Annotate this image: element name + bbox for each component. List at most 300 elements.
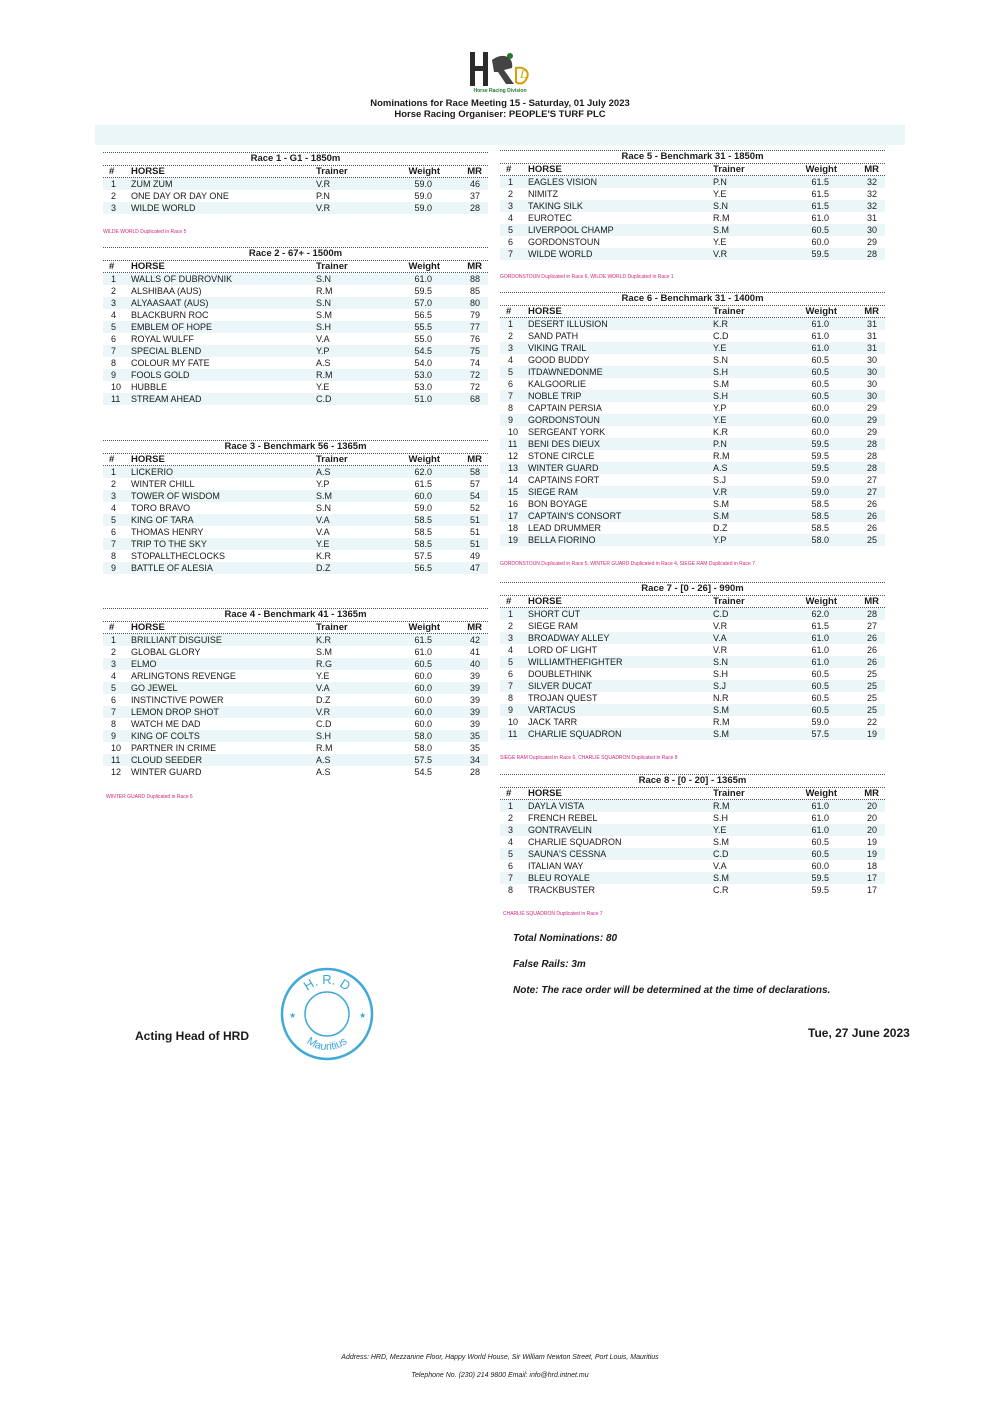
col-weight: Weight [408,166,440,177]
table-row [103,706,488,718]
cell-trainer: V.A [713,633,727,643]
cell-mr: 20 [866,813,877,823]
cell-weight: 59.5 [811,439,829,449]
cell-horse: BLACKBURN ROC [131,310,209,320]
cell-trainer: C.R [713,885,729,895]
cell-trainer: C.D [316,719,332,729]
table-row [500,836,885,848]
cell-horse: GORDONSTOUN [528,237,600,247]
cell-horse: CLOUD SEEDER [131,755,203,765]
cell-num: 6 [508,379,514,389]
table-row [103,273,488,285]
cell-weight: 61.5 [811,189,829,199]
cell-mr: 49 [469,551,480,561]
cell-num: 15 [508,487,519,497]
cell-num: 1 [111,467,117,477]
col-mr: MR [467,261,482,272]
cell-num: 17 [508,511,519,521]
cell-horse: KING OF COLTS [131,731,200,741]
cell-trainer: S.M [713,837,730,847]
cell-weight: 60.5 [811,379,829,389]
cell-num: 11 [111,394,121,404]
cell-mr: 35 [469,731,480,741]
table-row [500,644,885,656]
cell-horse: BATTLE OF ALESIA [131,563,213,573]
cell-num: 1 [508,319,514,329]
cell-num: 1 [508,801,514,811]
table-row [500,354,885,366]
cell-weight: 59.5 [811,463,829,473]
cell-mr: 85 [469,286,480,296]
cell-trainer: S.H [713,391,729,401]
table-row [500,860,885,872]
cell-weight: 59.0 [414,179,432,189]
cell-num: 6 [508,237,514,247]
col-trainer: Trainer [713,788,745,799]
cell-num: 14 [508,475,519,485]
svg-text:H. R. D [301,972,353,994]
cell-num: 5 [111,515,117,525]
table-row [500,704,885,716]
cell-num: 8 [508,693,514,703]
cell-num: 9 [508,705,514,715]
cell-trainer: D.Z [316,563,331,573]
cell-num: 9 [111,370,117,380]
cell-num: 8 [508,885,514,895]
table-row [103,285,488,297]
table-row [500,656,885,668]
table-row [500,438,885,450]
cell-weight: 62.0 [811,609,829,619]
table-row [500,366,885,378]
cell-weight: 60.0 [811,861,829,871]
cell-horse: WATCH ME DAD [131,719,201,729]
cell-weight: 60.0 [811,237,829,247]
footer-phone: Telephone No. (230) 214 9800 Email: info@hrd.intnet.mu [411,1372,589,1379]
cell-mr: 39 [469,695,480,705]
cell-num: 4 [508,355,514,365]
cell-horse: BELLA FIORINO [528,535,596,545]
cell-horse: WINTER CHILL [131,479,195,489]
cell-mr: 46 [469,179,480,189]
col-horse: HORSE [528,788,562,799]
cell-horse: KING OF TARA [131,515,194,525]
cell-horse: EMBLEM OF HOPE [131,322,213,332]
cell-trainer: K.R [713,319,729,329]
cell-trainer: R.M [713,801,730,811]
cell-trainer: A.S [316,755,331,765]
cell-num: 5 [508,225,514,235]
table-row [500,342,885,354]
cell-horse: SIEGE RAM [528,621,579,631]
cell-num: 8 [111,719,117,729]
cell-mr: 31 [866,319,877,329]
cell-num: 10 [111,382,122,392]
cell-mr: 51 [469,539,480,549]
cell-trainer: Y.E [713,189,727,199]
cell-trainer: K.R [316,551,332,561]
table-row [500,176,885,188]
cell-mr: 40 [469,659,480,669]
cell-mr: 57 [469,479,480,489]
cell-trainer: D.Z [713,523,728,533]
table-header [103,454,488,465]
col-mr: MR [467,454,482,465]
cell-weight: 60.5 [811,705,829,715]
cell-trainer: V.A [316,334,330,344]
table-row [103,345,488,357]
race-title: Race 8 - [0 - 20] - 1365m [638,775,747,786]
cell-weight: 57.5 [414,755,432,765]
cell-num: 4 [508,645,514,655]
table-row [500,716,885,728]
cell-horse: NIMITZ [528,189,558,199]
cell-trainer: C.D [316,394,332,404]
cell-horse: SIEGE RAM [528,487,579,497]
cell-horse: LEMON DROP SHOT [131,707,219,717]
cell-num: 10 [111,743,122,753]
cell-num: 2 [111,191,117,201]
cell-mr: 28 [866,463,877,473]
cell-weight: 58.0 [414,743,432,753]
col-num: # [506,596,512,607]
cell-mr: 39 [469,671,480,681]
cell-num: 3 [111,298,117,308]
cell-weight: 60.0 [414,707,432,717]
col-horse: HORSE [131,261,165,272]
cell-trainer: C.D [713,849,729,859]
cell-trainer: V.A [316,515,330,525]
table-row [500,824,885,836]
cell-weight: 58.5 [414,527,432,537]
cell-horse: BLEU ROYALE [528,873,590,883]
cell-num: 18 [508,523,519,533]
svg-text:Mauritius [305,1035,350,1053]
table-row [103,357,488,369]
table-row [500,620,885,632]
cell-mr: 30 [866,391,877,401]
cell-trainer: S.N [713,657,729,667]
cell-trainer: P.N [316,191,330,201]
cell-num: 4 [111,503,117,513]
table-row [103,333,488,345]
cell-mr: 75 [469,346,480,356]
cell-trainer: S.M [713,499,730,509]
col-num: # [506,164,512,175]
cell-trainer: V.R [316,707,331,717]
col-trainer: Trainer [316,166,348,177]
cell-trainer: R.M [713,213,730,223]
cell-weight: 60.0 [811,415,829,425]
race-7-table [500,582,885,740]
table-row [103,190,488,202]
signature-label: Acting Head of HRD [135,1029,249,1043]
cell-weight: 61.0 [811,801,829,811]
cell-horse: EAGLES VISION [528,177,598,187]
table-row [500,680,885,692]
cell-trainer: C.D [713,609,729,619]
race-2-table [103,247,488,405]
cell-weight: 56.5 [414,563,432,573]
cell-num: 5 [508,367,514,377]
cell-num: 12 [508,451,519,461]
cell-weight: 59.0 [811,717,829,727]
cell-num: 3 [111,659,117,669]
cell-trainer: V.A [713,861,727,871]
cell-weight: 61.0 [811,319,829,329]
table-row [500,498,885,510]
cell-mr: 77 [469,322,480,332]
cell-horse: TAKING SILK [528,201,583,211]
cell-trainer: Y.P [713,535,727,545]
cell-trainer: V.R [713,249,728,259]
cell-horse: JACK TARR [528,717,578,727]
cell-mr: 31 [866,331,877,341]
cell-trainer: Y.E [713,415,727,425]
col-mr: MR [864,306,879,317]
col-weight: Weight [408,622,440,633]
cell-trainer: R.G [316,659,333,669]
cell-horse: ONE DAY OR DAY ONE [131,191,229,201]
cell-mr: 88 [469,274,480,284]
cell-mr: 42 [469,635,480,645]
cell-mr: 28 [469,767,480,777]
table-row [103,562,488,574]
cell-trainer: P.N [713,439,727,449]
cell-weight: 60.5 [811,681,829,691]
cell-trainer: P.N [713,177,727,187]
cell-weight: 60.0 [414,491,432,501]
cell-num: 2 [508,813,514,823]
cell-horse: WALLS OF DUBROVNIK [131,274,233,284]
cell-weight: 60.5 [811,669,829,679]
cell-num: 8 [111,358,117,368]
cell-num: 7 [111,539,117,549]
cell-horse: EUROTEC [528,213,573,223]
table-row [103,297,488,309]
cell-trainer: D.Z [316,695,331,705]
col-mr: MR [864,788,879,799]
table-row [103,730,488,742]
cell-horse: INSTINCTIVE POWER [131,695,224,705]
cell-mr: 31 [866,343,877,353]
cell-weight: 61.0 [811,657,829,667]
cell-weight: 61.5 [414,479,432,489]
table-row [500,224,885,236]
race-3-table [103,440,488,574]
cell-horse: DOUBLETHINK [528,669,593,679]
cell-weight: 60.0 [414,671,432,681]
title-line-1: Nominations for Race Meeting 15 - Saturday, 01 July 2023 [370,98,630,109]
cell-trainer: R.M [713,717,730,727]
col-trainer: Trainer [713,164,745,175]
stamp-line-2: Mauritius [304,1035,350,1054]
cell-mr: 26 [866,633,877,643]
table-row [103,502,488,514]
col-mr: MR [864,164,879,175]
table-header [103,261,488,272]
cell-mr: 17 [866,873,877,883]
col-weight: Weight [805,306,837,317]
total-nominations: Total Nominations: 80 [513,933,618,944]
cell-num: 2 [508,189,514,199]
cell-num: 7 [111,707,117,717]
cell-mr: 39 [469,683,480,693]
cell-trainer: S.H [713,813,729,823]
cell-num: 2 [508,331,514,341]
cell-trainer: Y.E [713,825,727,835]
cell-trainer: S.M [316,310,333,320]
table-row [500,872,885,884]
cell-horse: WINTER GUARD [131,767,202,777]
table-row [500,188,885,200]
cell-num: 7 [508,873,514,883]
cell-num: 6 [508,861,514,871]
cell-mr: 29 [866,427,877,437]
cell-mr: 58 [469,467,480,477]
cell-horse: ITALIAN WAY [528,861,584,871]
cell-weight: 56.5 [414,310,432,320]
cell-trainer: S.J [713,681,727,691]
table-row [103,742,488,754]
table-row [500,450,885,462]
table-row [500,632,885,644]
table-row [103,718,488,730]
table-header [500,164,885,175]
cell-horse: STREAM AHEAD [131,394,202,404]
cell-num: 7 [508,391,514,401]
cell-mr: 80 [469,298,480,308]
cell-mr: 25 [866,705,877,715]
cell-num: 3 [508,343,514,353]
cell-weight: 59.0 [414,503,432,513]
cell-trainer: Y.E [316,671,330,681]
cell-weight: 53.0 [414,370,432,380]
race-title: Race 5 - Benchmark 31 - 1850m [621,151,764,162]
table-row [500,608,885,620]
race-4-note: WINTER GUARD Duplicated in Race 6 [106,794,193,800]
cell-trainer: A.S [713,463,728,473]
cell-weight: 57.0 [414,298,432,308]
table-header [500,306,885,317]
cell-num: 5 [111,322,117,332]
cell-mr: 25 [866,669,877,679]
cell-mr: 52 [469,503,480,513]
table-row [500,474,885,486]
cell-num: 3 [111,203,117,213]
cell-weight: 61.5 [811,201,829,211]
table-row [103,514,488,526]
col-trainer: Trainer [316,261,348,272]
cell-horse: LEAD DRUMMER [528,523,602,533]
table-row [500,812,885,824]
cell-trainer: S.J [713,475,727,485]
cell-num: 16 [508,499,519,509]
race-order-note: Note: The race order will be determined at the time of declarations. [513,985,831,996]
cell-horse: PARTNER IN CRIME [131,743,217,753]
cell-num: 6 [111,334,117,344]
cell-mr: 72 [469,370,480,380]
cell-num: 12 [111,767,122,777]
cell-weight: 59.5 [811,873,829,883]
col-horse: HORSE [528,596,562,607]
cell-horse: HUBBLE [131,382,168,392]
cell-num: 11 [111,755,121,765]
cell-mr: 30 [866,225,877,235]
col-mr: MR [467,622,482,633]
table-row [103,369,488,381]
cell-trainer: R.M [316,370,333,380]
cell-mr: 47 [469,563,480,573]
table-row [103,393,488,405]
col-num: # [109,166,115,177]
cell-mr: 25 [866,535,877,545]
col-num: # [506,788,512,799]
cell-weight: 53.0 [414,382,432,392]
cell-horse: GLOBAL GLORY [131,647,201,657]
cell-weight: 55.5 [414,322,432,332]
cell-mr: 29 [866,237,877,247]
cell-num: 1 [111,274,117,284]
race-8-table [500,774,885,896]
cell-mr: 68 [469,394,480,404]
cell-horse: LIVERPOOL CHAMP [528,225,614,235]
title-line-2: Horse Racing Organiser: PEOPLE'S TURF PLC [394,109,606,120]
cell-weight: 60.5 [414,659,432,669]
cell-mr: 27 [866,475,877,485]
cell-weight: 61.0 [811,213,829,223]
cell-horse: DAYLA VISTA [528,801,585,811]
table-header [500,788,885,799]
table-row [103,526,488,538]
cell-trainer: V.R [713,621,728,631]
cell-weight: 59.5 [414,286,432,296]
race-title: Race 7 - [0 - 26] - 990m [641,583,744,594]
race-1-note: WILDE WORLD Duplicated in Race 5 [103,229,187,235]
cell-weight: 60.5 [811,391,829,401]
table-row [103,478,488,490]
cell-num: 2 [508,621,514,631]
race-1-table [103,152,488,214]
table-row [500,378,885,390]
table-row [500,248,885,260]
cell-trainer: Y.P [316,479,330,489]
cell-trainer: S.M [713,873,730,883]
cell-horse: CHARLIE SQUADRON [528,729,622,739]
cell-mr: 30 [866,379,877,389]
cell-horse: GOOD BUDDY [528,355,590,365]
cell-trainer: Y.P [316,346,330,356]
cell-mr: 31 [866,213,877,223]
cell-num: 11 [508,729,518,739]
cell-num: 2 [111,647,117,657]
cell-trainer: S.H [713,669,729,679]
cell-weight: 62.0 [414,467,432,477]
cell-weight: 60.0 [414,719,432,729]
cell-horse: ARLINGTONS REVENGE [131,671,236,681]
cell-mr: 28 [866,609,877,619]
cell-trainer: S.N [316,274,332,284]
cell-trainer: A.S [316,358,331,368]
col-trainer: Trainer [713,596,745,607]
cell-weight: 54.5 [414,346,432,356]
cell-weight: 59.0 [414,203,432,213]
cell-trainer: S.M [713,511,730,521]
cell-num: 7 [508,249,514,259]
cell-trainer: S.H [316,731,332,741]
cell-weight: 61.0 [811,825,829,835]
cell-weight: 61.0 [811,645,829,655]
